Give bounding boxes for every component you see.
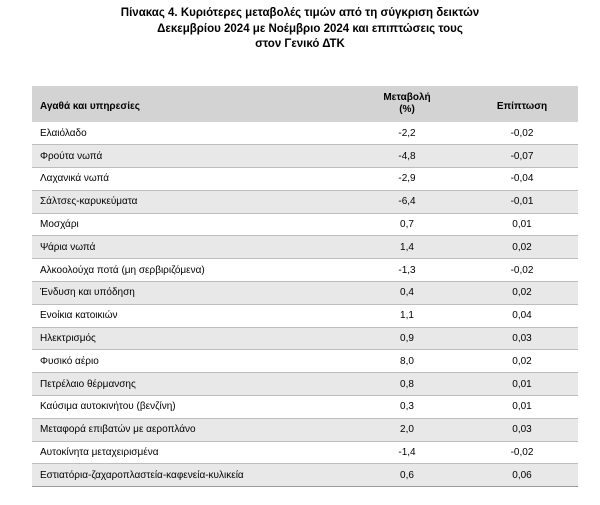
- table-row: [32, 282, 578, 305]
- row-impact: 0,02: [512, 287, 532, 299]
- row-item: Πετρέλαιο θέρμανσης: [40, 378, 136, 390]
- table-row: [32, 122, 578, 145]
- row-change: 0,6: [400, 469, 414, 481]
- row-change: -2,9: [398, 173, 416, 185]
- row-change: 1,1: [400, 310, 414, 322]
- table-row: [32, 373, 578, 396]
- header-row: [32, 86, 578, 122]
- row-impact: 0,01: [512, 378, 532, 390]
- row-item: Αυτοκίνητα μεταχειρισμένα: [40, 447, 159, 459]
- row-item: Μοσχάρι: [40, 219, 79, 231]
- row-impact: 0,01: [512, 401, 532, 413]
- table-body: [32, 122, 578, 487]
- row-item: Καύσιμα αυτοκινήτου (βενζίνη): [40, 401, 176, 413]
- row-change: 8,0: [400, 355, 414, 367]
- table-row: [32, 190, 578, 213]
- row-change: 0,9: [400, 333, 414, 345]
- table-header: [32, 86, 578, 122]
- table-row: [32, 259, 578, 282]
- header-change-label: Μεταβολή: [383, 92, 431, 103]
- row-impact: 0,06: [512, 469, 532, 481]
- table-row: [32, 145, 578, 168]
- table-title: [0, 6, 600, 53]
- row-impact: 0,02: [512, 241, 532, 253]
- row-impact: 0,03: [512, 333, 532, 345]
- table-row: [32, 213, 578, 236]
- row-impact: -0,02: [510, 264, 534, 276]
- table-row: [32, 304, 578, 327]
- row-impact: -0,01: [510, 196, 534, 208]
- row-item: Ένδυση και υπόδηση: [40, 287, 135, 299]
- row-change: 0,8: [400, 378, 414, 390]
- row-item: Φρούτα νωπά: [40, 150, 103, 162]
- row-item: Αλκοολούχα ποτά (μη σερβιριζόμενα): [40, 264, 205, 276]
- table-row: [32, 418, 578, 441]
- price-changes-table: [32, 86, 578, 487]
- row-change: 2,0: [400, 424, 414, 436]
- row-impact: 0,03: [512, 424, 532, 436]
- row-impact: -0,02: [510, 127, 534, 139]
- row-impact: 0,01: [512, 219, 532, 231]
- row-impact: -0,04: [510, 173, 534, 185]
- row-item: Εστιατόρια-ζαχαροπλαστεία-καφενεία-κυλικεία: [40, 469, 244, 481]
- row-change: -1,3: [398, 264, 416, 276]
- row-change: -6,4: [398, 196, 416, 208]
- row-item: Ηλεκτρισμός: [40, 333, 96, 345]
- row-impact: 0,04: [512, 310, 532, 322]
- row-impact: 0,02: [512, 355, 532, 367]
- row-item: Ελαιόλαδο: [40, 127, 87, 139]
- table-row: [32, 464, 578, 487]
- table-row: [32, 350, 578, 373]
- header-change-unit: (%): [399, 104, 415, 115]
- title-line-1: Πίνακας 4. Κυριότερες μεταβολές τιμών από τη σύγκριση δεικτών: [120, 7, 480, 19]
- row-item: Φυσικό αέριο: [40, 355, 99, 367]
- row-impact: -0,07: [510, 150, 534, 162]
- row-item: Σάλτσες-καρυκεύματα: [40, 196, 138, 208]
- row-change: -1,4: [398, 447, 416, 459]
- row-change: -2,2: [398, 127, 416, 139]
- row-change: -4,8: [398, 150, 416, 162]
- row-change: 1,4: [400, 241, 414, 253]
- row-change: 0,3: [400, 401, 414, 413]
- row-item: Μεταφορά επιβατών με αεροπλάνο: [40, 424, 196, 436]
- row-item: Λαχανικά νωπά: [40, 173, 110, 185]
- row-item: Ψάρια νωπά: [40, 241, 96, 253]
- table-row: [32, 441, 578, 464]
- table-row: [32, 236, 578, 259]
- title-line-2: Δεκεμβρίου 2024 με Νοέμβριο 2024 και επιπτώσεις τους: [157, 22, 463, 35]
- row-change: 0,4: [400, 287, 414, 299]
- table-row: [32, 327, 578, 350]
- header-change: [348, 86, 466, 122]
- table-row: [32, 168, 578, 191]
- row-item: Ενοίκια κατοικιών: [40, 310, 118, 322]
- header-impact: Επίπτωση: [496, 101, 548, 112]
- row-impact: -0,02: [510, 447, 534, 459]
- title-line-3: στον Γενικό ΔΤΚ: [255, 38, 345, 50]
- header-item: Αγαθά και υπηρεσίες: [40, 101, 140, 112]
- row-change: 0,7: [400, 219, 414, 231]
- table-row: [32, 396, 578, 419]
